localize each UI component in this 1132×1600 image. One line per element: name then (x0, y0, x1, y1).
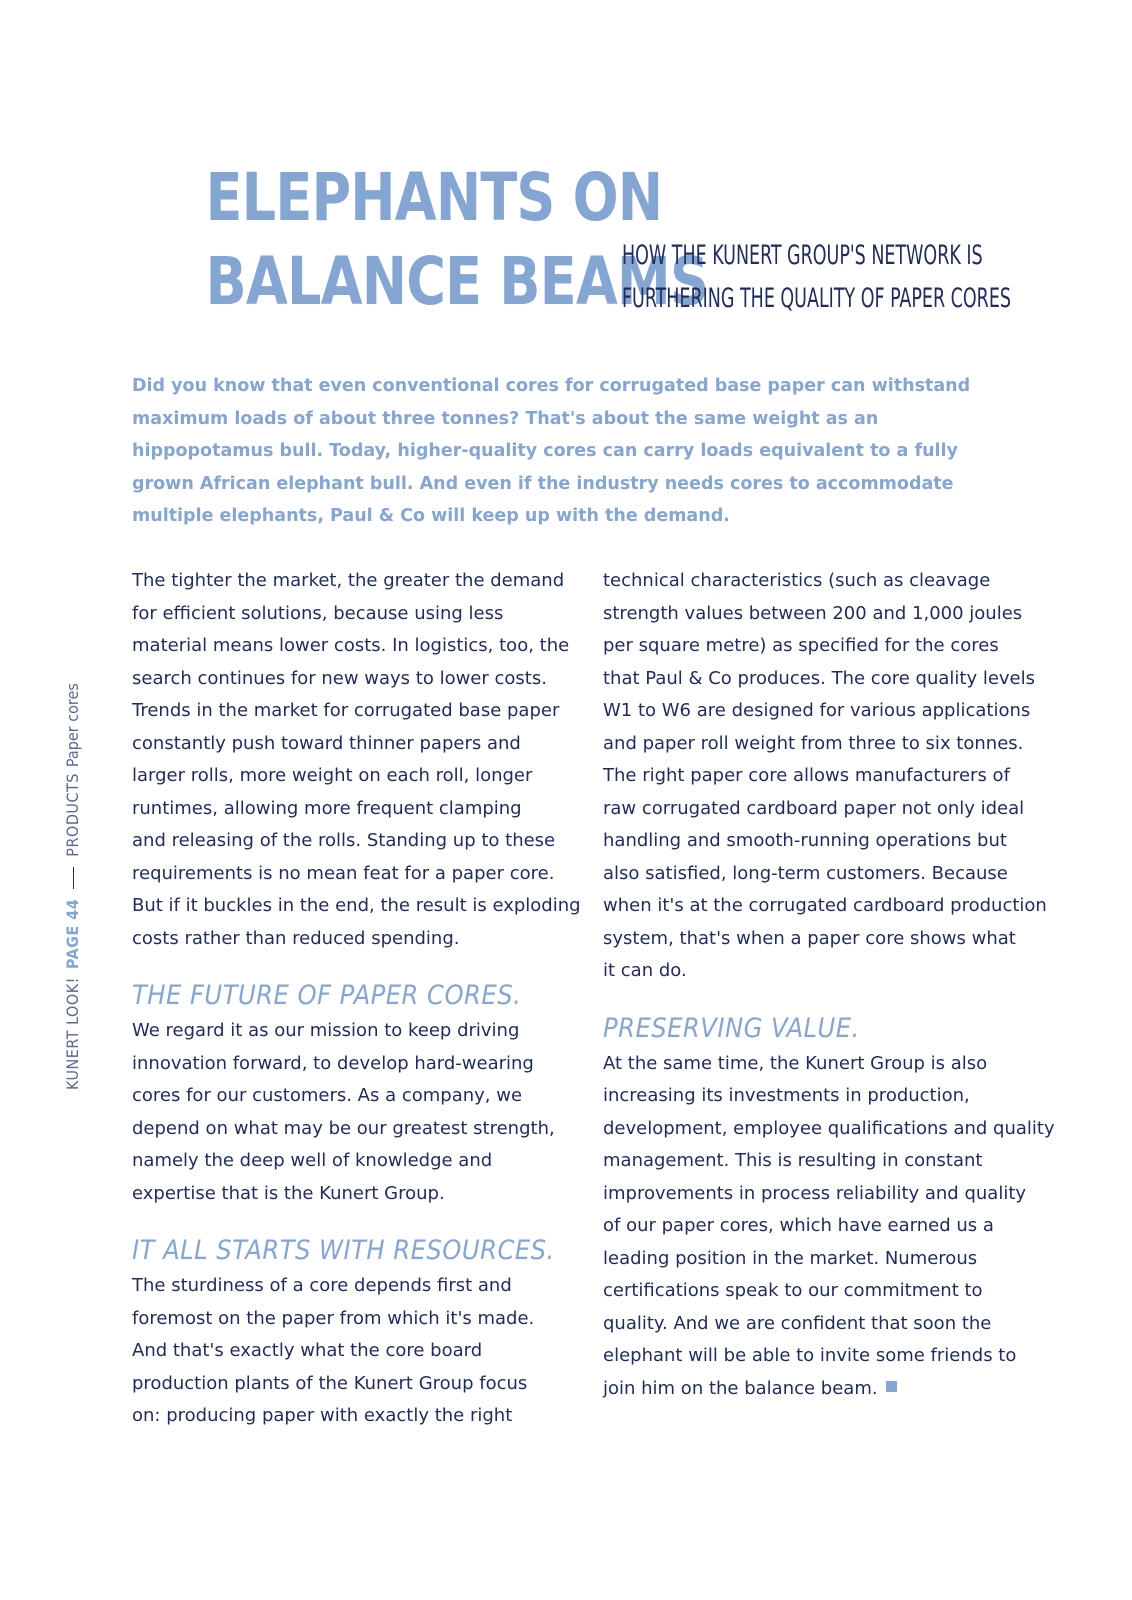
section-heading-value: PRESERVING VALUE. (603, 1012, 860, 1044)
end-of-article-icon (886, 1381, 897, 1392)
section-heading-future: THE FUTURE OF PAPER CORES. (132, 980, 522, 1011)
section-text-resources-continued: technical characteristics (such as cleavage strength values between 200 and 1,000 joules per square metre) as specified for the cores that Paul & Co produces. The core quality levels W1 to W6 are designed for various applications and paper roll weight from three to six tonnes. The right paper core allows manufacturers of raw corrugated cardboard paper not only ideal handling and smooth-running operations but also satisfied, long-term customers. Because when it's at the corrugated cardboard production system, that's when a paper core shows what it can do. (603, 570, 1047, 981)
article-subtitle (622, 234, 1011, 320)
section-name: PRODUCTS (63, 773, 82, 857)
sidebar-divider (73, 867, 74, 889)
page-number: PAGE 44 (63, 898, 82, 970)
section-heading-resources: IT ALL STARTS WITH RESOURCES. (132, 1235, 555, 1266)
section-text-value: At the same time, the Kunert Group is also increasing its investments in production, development, employee qualifications and quality management. This is resulting in constant improvements in process reliability and quality of our paper cores, which have earned us a leading position in the market. Numerous certifications speak to our commitment to quality. And we are confident that soon the elephant will be able to invite some friends to join him on the balance beam. (603, 1052, 1055, 1399)
intro-paragraph: The tighter the market, the greater the demand for efficient solutions, because using less material means lower costs. In logistics, too, the search continues for new ways to lower costs. Trends in the market for corrugated base paper constantly push toward thinner papers and larger rolls, more weight on each roll, longer runtimes, allowing more frequent clamping and releasing of the rolls. Standing up to these requirements is no mean feat for a paper core. But if it buckles in the end, the result is exploding costs rather than reduced spending. (132, 570, 581, 949)
subtitle-line-1: HOW THE KUNERT GROUP'S NETWORK IS (622, 240, 983, 271)
title-line-2: BALANCE BEAMS (205, 243, 709, 320)
section-text-value-wrapper (603, 1048, 1063, 1406)
subtitle-line-2: FURTHERING THE QUALITY OF PAPER CORES (622, 283, 1011, 314)
section-text-resources: The sturdiness of a core depends first and foremost on the paper from which it's made. And that's exactly what the core board production plants of the Kunert Group focus on: producing paper with exactly the right (132, 1275, 535, 1426)
lead-paragraph: Did you know that even conventional cores for corrugated base paper can withstand maximum loads of about three tonnes? That's about the same weight as an hippopotamus bull. Today, higher-quality cores can carry loads equivalent to a fully grown African elephant bull. And even if the industry needs cores to accommodate multiple elephants, Paul & Co will keep up with the demand. (132, 376, 971, 526)
section-text-future: We regard it as our mission to keep driving innovation forward, to develop hard-wearing cores for our customers. As a company, we depend on what may be our greatest strength, namely the deep well of knowledge and expertise that is the Kunert Group. (132, 1020, 555, 1204)
article-title (205, 156, 709, 324)
magazine-name: KUNERT LOOK! (63, 977, 82, 1090)
left-column (132, 565, 592, 1433)
title-line-1: ELEPHANTS ON (205, 159, 663, 236)
right-column (603, 565, 1063, 1405)
subsection-name: Paper cores (63, 683, 82, 768)
page-sidebar (62, 683, 84, 1090)
